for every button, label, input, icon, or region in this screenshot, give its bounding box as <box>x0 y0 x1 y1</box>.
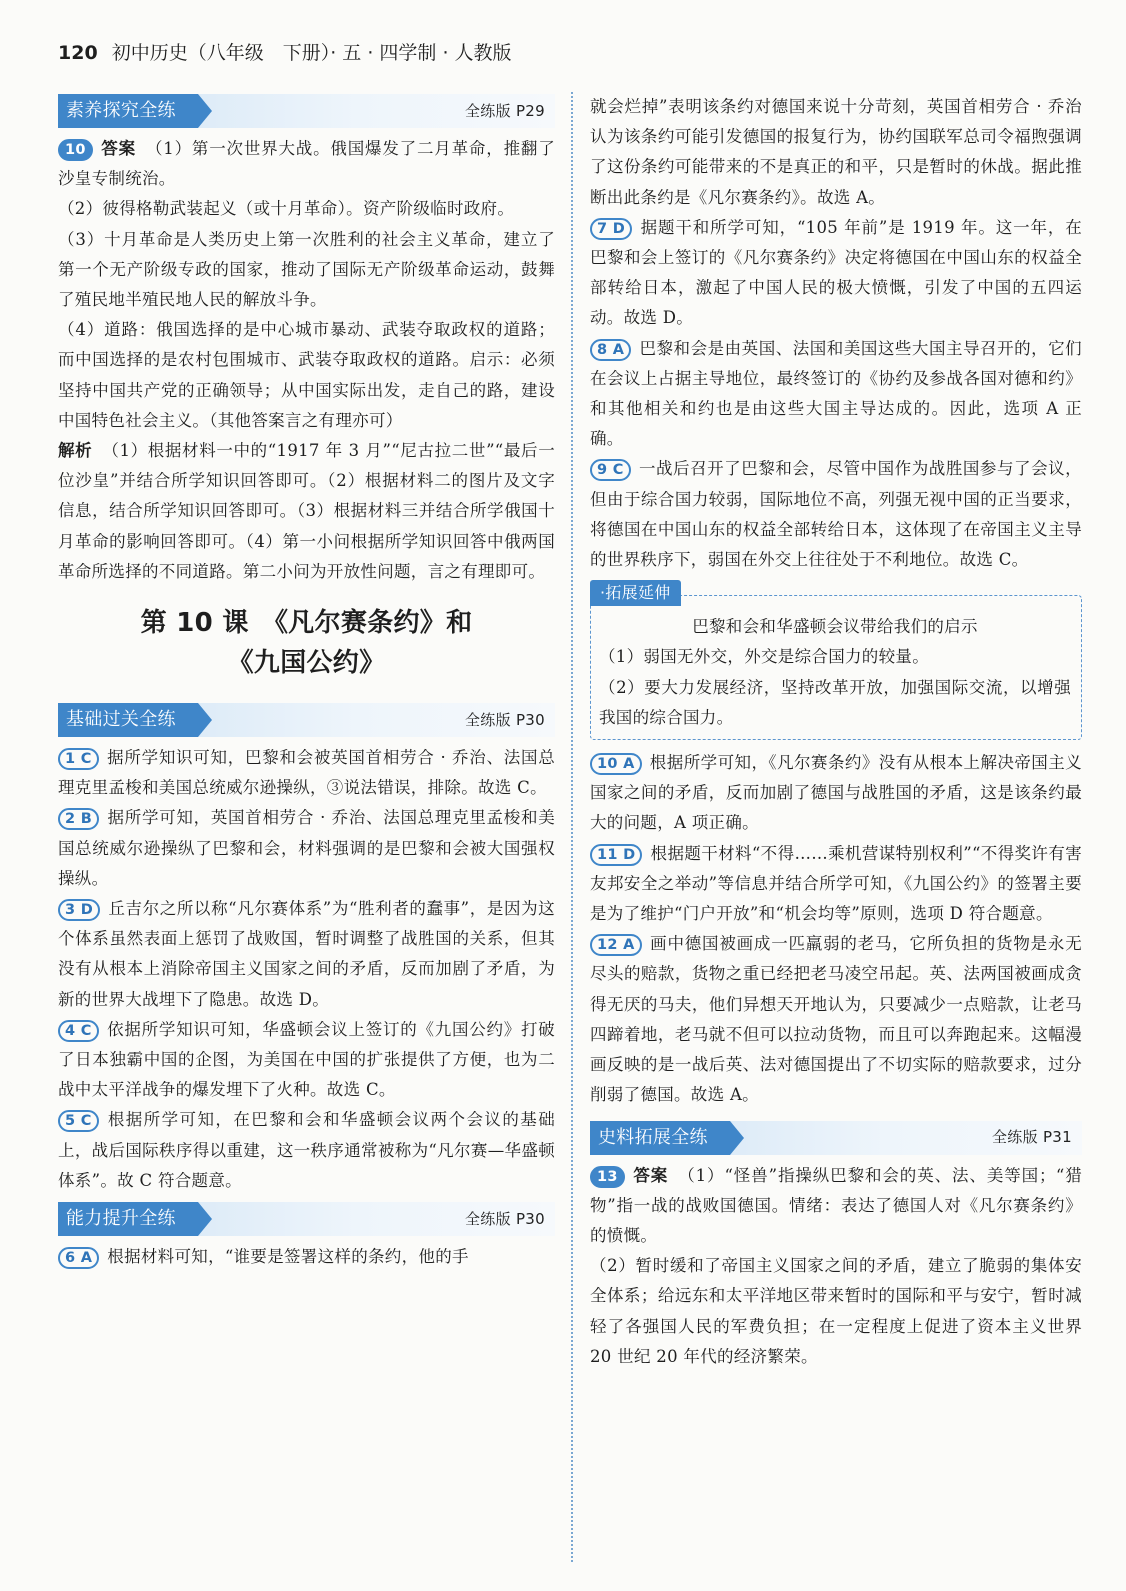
question-number: 10 A <box>590 753 642 775</box>
q13-answer <box>590 1161 1082 1252</box>
answer-part: （4）道路：俄国选择的是中心城市暴动、武装夺取政权的道路；而中国选择的是农村包围城市、武装夺取政权的道路。启示：必须坚持中国共产党的正确领导；从中国实际出发，走自己的路，建设中国特色社会主义。（其他答案言之有理亦可） <box>58 320 555 430</box>
question-number: 4 C <box>58 1020 99 1042</box>
answer-text: （1）“怪兽”指操纵巴黎和会的英、法、美等国；“猎物”指一战的战败国德国。情绪：表达了德国人对《凡尔赛条约》的愤慨。 <box>590 1165 1082 1245</box>
answer-item <box>590 748 1082 839</box>
extension-line: （1）弱国无外交，外交是综合国力的较量。 <box>599 647 929 667</box>
right-column <box>590 92 1082 1372</box>
analysis-keyword: 解析 <box>58 441 93 461</box>
answer-item <box>58 743 555 803</box>
section-header-ability <box>58 1202 555 1236</box>
extension-line: （2）要大力发展经济，坚持改革开放，加强国际交流，以增强我国的综合国力。 <box>599 677 1071 727</box>
question-number: 8 A <box>590 339 631 361</box>
answer-text: 据题干和所学可知，“105 年前”是 1919 年。这一年，在巴黎和会上签订的《凡尔赛条约》决定将德国在中国山东的权益全部转给日本，激起了中国人民的极大愤慨，引发了中国的五四运动。故选 D。 <box>590 217 1082 328</box>
section-header-basic <box>58 703 555 737</box>
answer-text: 依据所学知识可知，华盛顿会议上签订的《九国公约》打破了日本独霸中国的企图，为美国在中国的扩张提供了方便，也为二战中太平洋战争的爆发埋下了火种。故选 C。 <box>58 1019 555 1100</box>
analysis-text: （1）根据材料一中的“1917 年 3 月”“尼古拉二世”“最后一位沙皇”并结合所学知识回答即可。（2）根据材料二的图片及文字信息，结合所学知识回答即可。（3）根据材料三并结合所学俄国十月革命的影响回答即可。（4）第一小问根据所学知识回答中俄两国革命所选择的不同道路。第二小问为开放性问题，言之有理即可。 <box>58 441 555 581</box>
section-label: 素养探究全练 <box>58 94 198 128</box>
section-label: 基础过关全练 <box>58 703 198 737</box>
question-number: 13 <box>590 1166 625 1188</box>
section-header-literacy <box>58 94 555 128</box>
question-number: 5 C <box>58 1110 99 1132</box>
answer-item <box>58 1105 555 1196</box>
answer-text: （1）第一次世界大战。俄国爆发了二月革命，推翻了沙皇专制统治。 <box>58 139 555 189</box>
answer-text: 巴黎和会是由英国、法国和美国这些大国主导召开的，它们在会议上占据主导地位，最终签订的《协约及参战各国对德和约》和其他相关和约也是由这些大国主导达成的。因此，选项 A 正确。 <box>590 338 1082 449</box>
question-number: 6 A <box>58 1247 99 1269</box>
answer-text: 据所学可知，英国首相劳合 · 乔治、法国总理克里孟梭和美国总统威尔逊操纵了巴黎和会，材料强调的是巴黎和会被大国强权操纵。 <box>58 808 555 888</box>
answer-keyword: 答案 <box>632 1165 669 1185</box>
section-header-sources <box>590 1121 1082 1155</box>
answer-text: 一战后召开了巴黎和会，尽管中国作为战胜国参与了会议，但由于综合国力较弱，国际地位不高，列强无视中国的正当要求，将德国在中国山东的权益全部转给日本，这体现了在帝国主义主导的世界秩序下，弱国在外交上往往处于不利地位。故选 C。 <box>590 459 1082 570</box>
question-number: 7 D <box>590 218 632 240</box>
book-title: 初中历史（八年级 下册）· 五 · 四学制 · 人教版 <box>111 42 512 64</box>
answer-text: 根据所学可知，在巴黎和会和华盛顿会议两个会议的基础上，战后国际秩序得以重建，这一秩序通常被称为“凡尔赛—华盛顿体系”。故 C 符合题意。 <box>58 1110 555 1190</box>
section-ref: 全练版 P30 <box>464 1209 545 1228</box>
column-divider <box>571 92 573 1562</box>
answer-item <box>58 1015 555 1106</box>
section-ref: 全练版 P31 <box>991 1128 1072 1147</box>
answer-part: （3）十月革命是人类历史上第一次胜利的社会主义革命，建立了第一个无产阶级专政的国家，推动了国际无产阶级革命运动，鼓舞了殖民地半殖民地人民的解放斗争。 <box>58 229 555 310</box>
answer-item <box>590 213 1082 334</box>
answer-item <box>590 334 1082 455</box>
extension-title: 巴黎和会和华盛顿会议带给我们的启示 <box>692 617 978 637</box>
answer-continuation: 就会烂掉”表明该条约对德国来说十分苛刻，英国首相劳合 · 乔治认为该条约可能引发德国的报复行为，协约国联军总司令福煦强调了这份条约可能带来的不是真正的和平，只是暂时的休战。据此推断出此条约是《凡尔赛条约》。故选 A。 <box>590 97 1082 207</box>
answer-text: 根据所学可知，《凡尔赛条约》没有从根本上解决帝国主义国家之间的矛盾，反而加剧了德国与战胜国的矛盾，这是该条约最大的问题，A 项正确。 <box>590 753 1082 833</box>
left-column <box>58 92 555 1272</box>
answer-text: 画中德国被画成一匹羸弱的老马，它所负担的货物是永无尽头的赔款，货物之重已经把老马凌空吊起。英、法两国被画成贪得无厌的马夫，他们异想天开地认为，只要减少一点赔款，让老马四蹄着地，老马就不但可以拉动货物，而且可以奔跑起来。这幅漫画反映的是一战后英、法对德国提出了不切实际的赔款要求，过分削弱了德国。故选 A。 <box>590 934 1082 1105</box>
question-number: 1 C <box>58 748 99 770</box>
answer-item <box>58 894 555 1015</box>
question-number: 12 A <box>590 934 642 956</box>
answer-keyword: 答案 <box>100 139 136 158</box>
lesson-title-line: 《九国公约》 <box>227 648 386 679</box>
answer-item <box>58 1242 555 1272</box>
section-label: 能力提升全练 <box>58 1202 198 1236</box>
q10-answer <box>58 134 555 194</box>
question-number: 3 D <box>58 899 100 921</box>
answer-item <box>590 839 1082 930</box>
answer-text: 据所学知识可知，巴黎和会被英国首相劳合 · 乔治、法国总理克里孟梭和美国总统威尔逊操纵，③说法错误，排除。故选 C。 <box>58 748 555 798</box>
lesson-title-line: 第 10 课 《凡尔赛条约》和 <box>140 608 473 639</box>
question-number: 10 <box>58 139 93 161</box>
answer-item <box>590 929 1082 1110</box>
question-number: 11 D <box>590 844 642 866</box>
page-header <box>58 38 512 65</box>
question-number: 2 B <box>58 808 99 830</box>
lesson-title <box>58 603 555 683</box>
answer-part: （2）暂时缓和了帝国主义国家之间的矛盾，建立了脆弱的集体安全体系；给远东和太平洋地区带来暂时的国际和平与安宁，暂时减轻了各强国人民的军费负担；在一定程度上促进了资本主义世界 20 世纪 20 年代的经济繁荣。 <box>590 1256 1082 1366</box>
page-number: 120 <box>58 42 98 64</box>
section-ref: 全练版 P30 <box>464 710 545 729</box>
question-number: 9 C <box>590 459 631 481</box>
answer-text: 丘吉尔之所以称“凡尔赛体系”为“胜利者的蠢事”，是因为这个体系虽然表面上惩罚了战败国，暂时调整了战胜国的关系，但其没有从根本上消除帝国主义国家之间的矛盾，反而加剧了矛盾，为新的世界大战埋下了隐患。故选 D。 <box>58 899 555 1009</box>
answer-text: 根据题干材料“不得……乘机营谋特别权利”“不得奖许有害友邦安全之举动”等信息并结合所学可知，《九国公约》的签署主要是为了维护“门户开放”和“机会均等”原则，选项 D 符合题意。 <box>590 843 1082 924</box>
answer-text: 根据材料可知，“谁要是签署这样的条约，他的手 <box>107 1247 469 1267</box>
section-ref: 全练版 P29 <box>464 101 545 120</box>
section-label: 史料拓展全练 <box>590 1121 730 1155</box>
extension-box <box>590 583 1082 740</box>
q10-analysis <box>58 436 555 587</box>
answer-part: （2）彼得格勒武装起义（或十月革命）。资产阶级临时政府。 <box>58 199 515 219</box>
extension-tag: ·拓展延伸 <box>590 580 681 606</box>
answer-item <box>58 803 555 894</box>
answer-item <box>590 454 1082 575</box>
